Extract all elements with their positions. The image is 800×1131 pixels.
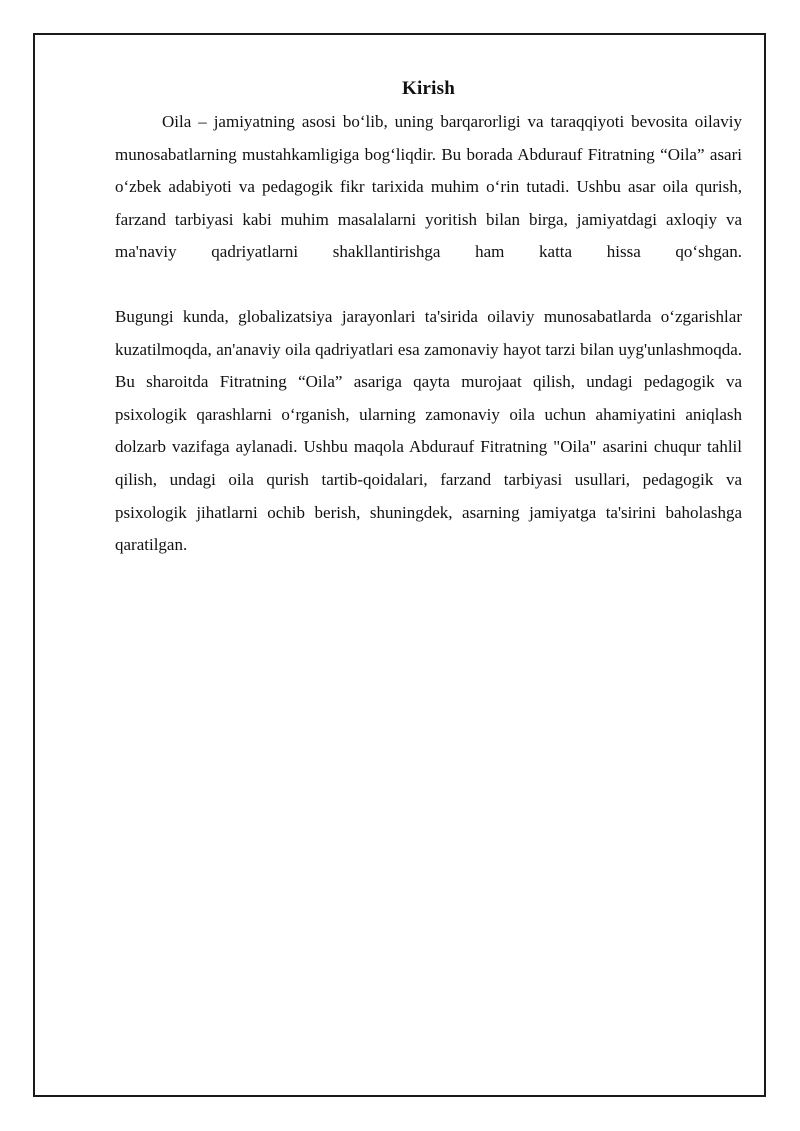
section-title: Kirish <box>402 78 455 99</box>
intro-paragraph: Oila – jamiyatning asosi bo‘lib, uning barqarorligi va taraqqiyoti bevosita oilaviy munosabatlarning mustahkamligiga bog‘liqdir. Bu borada Abdurauf Fitratning “Oila” asari o‘zbek adabiyoti va pedagogik fikr tarixida muhim o‘rin tutadi. Ushbu asar oila qurish, farzand tarbiyasi kabi muhim masalalarni yoritish bilan birga, jamiyatdagi axloqiy va ma'naviy qadriyatlarni shakllantirishga ham katta hissa qo‘shgan. <box>115 112 742 262</box>
body-paragraph: Bugungi kunda, globalizatsiya jarayonlari ta'sirida oilaviy munosabatlarda o‘zgarishlar kuzatilmoqda, an'anaviy oila qadriyatlari esa zamonaviy hayot tarzi bilan uyg'unlashmoqda. Bu sharoitda Fitratning “Oila” asariga qayta murojaat qilish, undagi pedagogik va psixologik qarashlarni o‘rganish, ularning zamonaviy oila uchun ahamiyatini aniqlash dolzarb vazifaga aylanadi. Ushbu maqola Abdurauf Fitratning "Oila" asarini chuqur tahlil qilish, undagi oila qurish tartib-qoidalari, farzand tarbiyasi usullari, pedagogik va psixologik jihatlarni ochib berish, shuningdek, asarning jamiyatga ta'sirini baholashga qaratilgan. <box>115 306 742 555</box>
document-body <box>115 74 742 562</box>
paragraph-spacer <box>115 269 742 301</box>
